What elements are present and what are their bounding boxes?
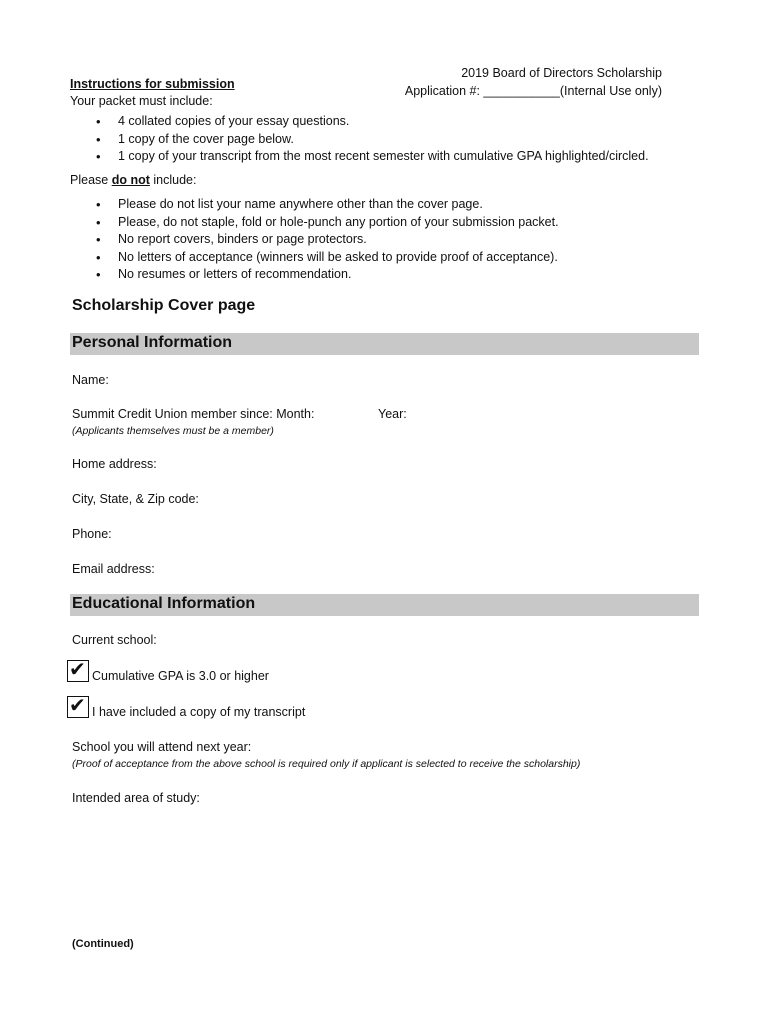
do-not-include-intro — [70, 173, 196, 187]
educational-info-heading: Educational Information — [72, 595, 256, 612]
transcript-checkbox-label: I have included a copy of my transcript — [92, 705, 306, 719]
member-note: (Applicants themselves must be a member) — [72, 425, 274, 437]
city-state-zip-label: City, State, & Zip code: — [72, 492, 199, 506]
list-item: • No report covers, binders or page protectors. — [70, 231, 559, 249]
current-school-label: Current school: — [72, 633, 157, 647]
do-not-emphasis: do not — [111, 173, 150, 187]
next-year-note: (Proof of acceptance from the above school is required only if applicant is selected to receive the scholarship) — [72, 758, 581, 770]
check-mark-icon: ✔ — [69, 659, 86, 681]
next-year-school-label: School you will attend next year: — [72, 740, 252, 754]
email-label: Email address: — [72, 562, 155, 576]
list-item: • 1 copy of the cover page below. — [70, 131, 649, 149]
intended-study-label: Intended area of study: — [72, 791, 200, 805]
list-item: • Please, do not staple, fold or hole-punch any portion of your submission packet. — [70, 214, 559, 232]
phone-label: Phone: — [72, 527, 112, 541]
instructions-title: Instructions for submission — [70, 77, 235, 91]
year-label: Year: — [378, 407, 407, 421]
must-include-list — [70, 113, 649, 166]
application-number-line: Application #: ___________(Internal Use only) — [404, 84, 662, 98]
list-item: • No letters of acceptance (winners will be asked to provide proof of acceptance). — [70, 249, 559, 267]
personal-info-heading: Personal Information — [72, 334, 233, 351]
must-include-intro: Your packet must include: — [70, 94, 213, 108]
transcript-checkbox[interactable] — [67, 696, 89, 718]
name-label: Name: — [72, 373, 109, 387]
do-not-suffix: include: — [149, 173, 197, 187]
scholarship-title: 2019 Board of Directors Scholarship — [461, 66, 662, 80]
cover-page-title: Scholarship Cover page — [72, 297, 256, 314]
check-mark-icon: ✔ — [69, 695, 86, 717]
list-item: • 1 copy of your transcript from the most recent semester with cumulative GPA highlighted/circled. — [70, 148, 649, 166]
do-not-prefix: Please — [70, 173, 112, 187]
do-not-include-list — [70, 196, 559, 284]
continued-note: (Continued) — [72, 938, 134, 950]
member-since-label: Summit Credit Union member since: Month: — [72, 407, 315, 421]
list-item: • Please do not list your name anywhere other than the cover page. — [70, 196, 559, 214]
gpa-checkbox-label: Cumulative GPA is 3.0 or higher — [92, 669, 269, 683]
list-item: • No resumes or letters of recommendation. — [70, 266, 559, 284]
personal-info-band — [70, 333, 699, 355]
list-item: • 4 collated copies of your essay questions. — [70, 113, 649, 131]
gpa-checkbox[interactable] — [67, 660, 89, 682]
home-address-label: Home address: — [72, 457, 157, 471]
educational-info-band — [70, 594, 699, 616]
